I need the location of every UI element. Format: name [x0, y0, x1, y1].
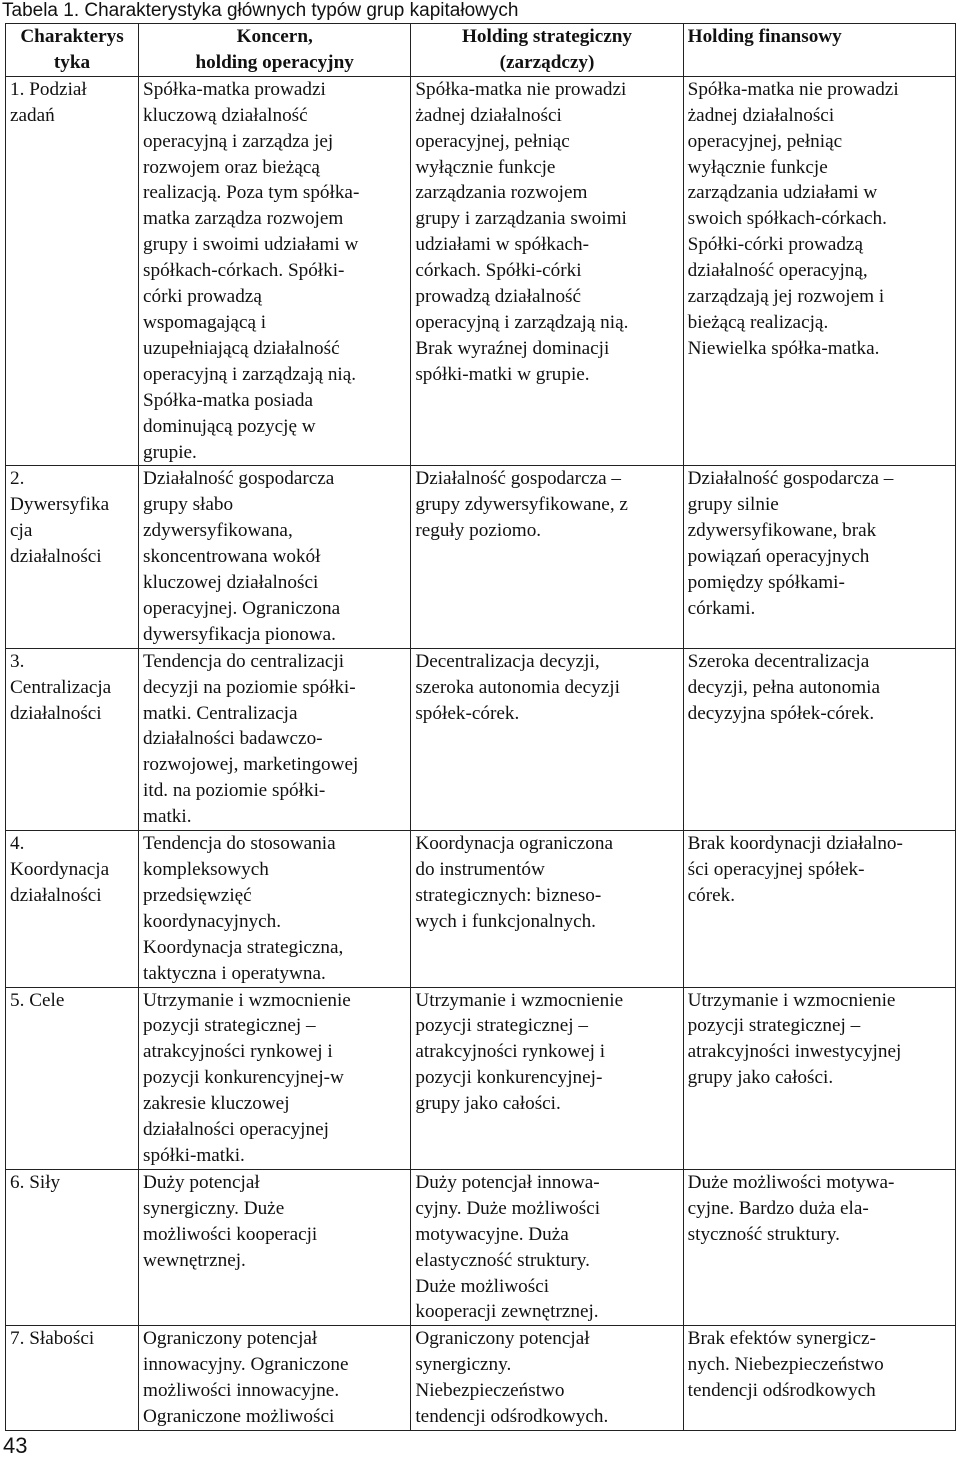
row-strategic-cell: Duży potencjał innowa- cyjny. Duże możliwości motywacyjne. Duża elastyczność struktury. Duże możliwości kooperacji zewnętrznej.: [411, 1169, 683, 1325]
row-strategic-cell: Spółka-matka nie prowadzi żadnej działalności operacyjnej, pełniąc wyłącznie funkcje zarządzania rozwojem grupy i zarządzania swoimi udziałami w spółkach- córkach. Spółki-córki prowadzą działalność operacyjną i zarządzają nią. Brak wyraźnej dominacji spółki-matki w grupie.: [411, 76, 683, 466]
table-row: [6, 1326, 956, 1431]
page-number: 43: [3, 1433, 28, 1458]
row-criterion: 6. Siły: [6, 1169, 139, 1325]
row-financial-cell: Szeroka decentralizacja decyzji, pełna autonomia decyzyjna spółek-córek.: [683, 648, 955, 830]
row-financial-cell: Duże możliwości motywa- cyjne. Bardzo duża ela- styczność struktury.: [683, 1169, 955, 1325]
row-strategic-cell: Decentralizacja decyzji, szeroka autonomia decyzji spółek-córek.: [411, 648, 683, 830]
table-row: [6, 466, 956, 648]
row-strategic-cell: Ograniczony potencjał synergiczny. Niebezpieczeństwo tendencji odśrodkowych.: [411, 1326, 683, 1431]
row-concern-cell: Ograniczony potencjał innowacyjny. Ograniczone możliwości innowacyjne. Ograniczone możliwości: [139, 1326, 411, 1431]
row-financial-cell: Brak koordynacji działalno- ści operacyjnej spółek- córek.: [683, 831, 955, 987]
row-concern-cell: Tendencja do stosowania kompleksowych przedsięwzięć koordynacyjnych. Koordynacja strategiczna, taktyczna i operatywna.: [139, 831, 411, 987]
row-concern-cell: Utrzymanie i wzmocnienie pozycji strategicznej – atrakcyjności rynkowej i pozycji konkurencyjnej-w zakresie kluczowej działalności operacyjnej spółki-matki.: [139, 987, 411, 1169]
table-row: [6, 648, 956, 830]
row-criterion: 4. Koordynacja działalności: [6, 831, 139, 987]
capital-groups-table: [5, 23, 956, 1431]
table-row: [6, 1169, 956, 1325]
header-financial-holding: Holding finansowy: [683, 24, 955, 77]
row-financial-cell: Utrzymanie i wzmocnienie pozycji strategicznej – atrakcyjności inwestycyjnej grupy jako całości.: [683, 987, 955, 1169]
row-strategic-cell: Działalność gospodarcza – grupy zdywersyfikowane, z reguły poziomo.: [411, 466, 683, 648]
row-criterion: 2. Dywersyfika cja działalności: [6, 466, 139, 648]
row-criterion: 5. Cele: [6, 987, 139, 1169]
row-criterion: 3. Centralizacja działalności: [6, 648, 139, 830]
row-concern-cell: Duży potencjał synergiczny. Duże możliwości kooperacji wewnętrznej.: [139, 1169, 411, 1325]
table-caption: Tabela 1. Charakterystyka głównych typów grup kapitałowych: [2, 0, 519, 21]
row-financial-cell: Działalność gospodarcza – grupy silnie zdywersyfikowane, brak powiązań operacyjnych pomiędzy spółkami- córkami.: [683, 466, 955, 648]
table-header-row: [6, 24, 956, 77]
table-row: [6, 76, 956, 466]
table-row: [6, 987, 956, 1169]
row-financial-cell: Brak efektów synergicz- nych. Niebezpieczeństwo tendencji odśrodkowych: [683, 1326, 955, 1431]
row-criterion: 7. Słabości: [6, 1326, 139, 1431]
row-concern-cell: Tendencja do centralizacji decyzji na poziomie spółki- matki. Centralizacja działalności badawczo- rozwojowej, marketingowej itd. na poziomie spółki- matki.: [139, 648, 411, 830]
table-row: [6, 831, 956, 987]
row-strategic-cell: Utrzymanie i wzmocnienie pozycji strategicznej – atrakcyjności rynkowej i pozycji konkurencyjnej- grupy jako całości.: [411, 987, 683, 1169]
row-financial-cell: Spółka-matka nie prowadzi żadnej działalności operacyjnej, pełniąc wyłącznie funkcje zarządzania udziałami w swoich spółkach-córkach. Spółki-córki prowadzą działalność operacyjną, zarządzają jej rozwojem i bieżącą realizacją. Niewielka spółka-matka.: [683, 76, 955, 466]
header-criteria: Charakterys tyka: [6, 24, 139, 77]
row-concern-cell: Działalność gospodarcza grupy słabo zdywersyfikowana, skoncentrowana wokół kluczowej działalności operacyjnej. Ograniczona dywersyfikacja pionowa.: [139, 466, 411, 648]
header-strategic-holding: Holding strategiczny (zarządczy): [411, 24, 683, 77]
header-concern: Koncern, holding operacyjny: [139, 24, 411, 77]
row-criterion: 1. Podział zadań: [6, 76, 139, 466]
row-concern-cell: Spółka-matka prowadzi kluczową działalność operacyjną i zarządza jej rozwojem oraz bieżącą realizacją. Poza tym spółka- matka zarządza rozwojem grupy i swoimi udziałami w spółkach-córkach. Spółki- córki prowadzą wspomagającą i uzupełniającą działalność operacyjną i zarządzają nią. Spółka-matka posiada dominującą pozycję w grupie.: [139, 76, 411, 466]
row-strategic-cell: Koordynacja ograniczona do instrumentów strategicznych: bizneso- wych i funkcjonalnych.: [411, 831, 683, 987]
